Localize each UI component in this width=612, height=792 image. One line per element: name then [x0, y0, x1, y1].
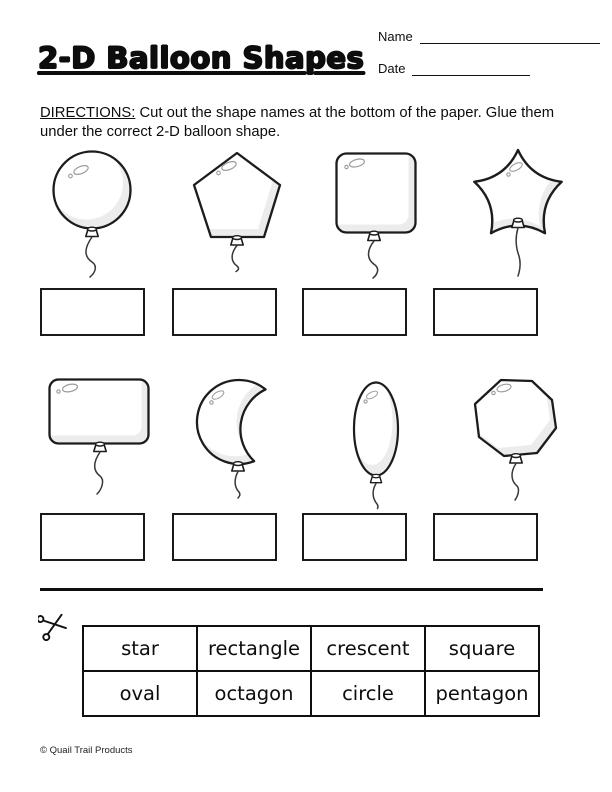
page-title: 2-D Balloon Shapes — [38, 41, 365, 76]
answer-box-4[interactable] — [433, 288, 538, 336]
answer-box-7[interactable] — [302, 513, 407, 561]
balloon-square — [333, 150, 419, 280]
word-card-oval[interactable]: oval — [83, 671, 197, 716]
copyright-text: © Quail Trail Products — [40, 745, 133, 756]
balloon-octagon — [471, 377, 561, 503]
word-card-star[interactable]: star — [83, 626, 197, 671]
balloon-pentagon — [191, 149, 283, 273]
word-card-pentagon[interactable]: pentagon — [425, 671, 539, 716]
name-field — [378, 28, 600, 44]
answer-box-2[interactable] — [172, 288, 277, 336]
balloon-crescent — [191, 375, 283, 501]
name-label: Name — [378, 29, 413, 44]
balloon-circle — [50, 149, 136, 279]
balloon-oval — [352, 380, 402, 510]
word-card-octagon[interactable]: octagon — [197, 671, 311, 716]
directions-label: DIRECTIONS: — [40, 104, 136, 121]
name-blank-line[interactable] — [420, 28, 600, 44]
balloon-rectangle — [46, 376, 152, 498]
word-card-square[interactable]: square — [425, 626, 539, 671]
word-card-rectangle[interactable]: rectangle — [197, 626, 311, 671]
scissors-icon — [38, 612, 68, 642]
answer-box-8[interactable] — [433, 513, 538, 561]
date-blank-line[interactable] — [412, 60, 530, 76]
word-card-circle[interactable]: circle — [311, 671, 425, 716]
answer-box-5[interactable] — [40, 513, 145, 561]
directions-text: DIRECTIONS: Cut out the shape names at the bottom of the paper. Glue them under the correct 2-D balloon shape. — [40, 104, 555, 141]
cut-line — [40, 588, 543, 591]
date-field — [378, 60, 530, 76]
answer-box-3[interactable] — [302, 288, 407, 336]
word-card-crescent[interactable]: crescent — [311, 626, 425, 671]
word-bank-table — [82, 625, 540, 717]
answer-box-1[interactable] — [40, 288, 145, 336]
date-label: Date — [378, 61, 406, 76]
answer-box-6[interactable] — [172, 513, 277, 561]
balloon-star — [471, 147, 565, 279]
